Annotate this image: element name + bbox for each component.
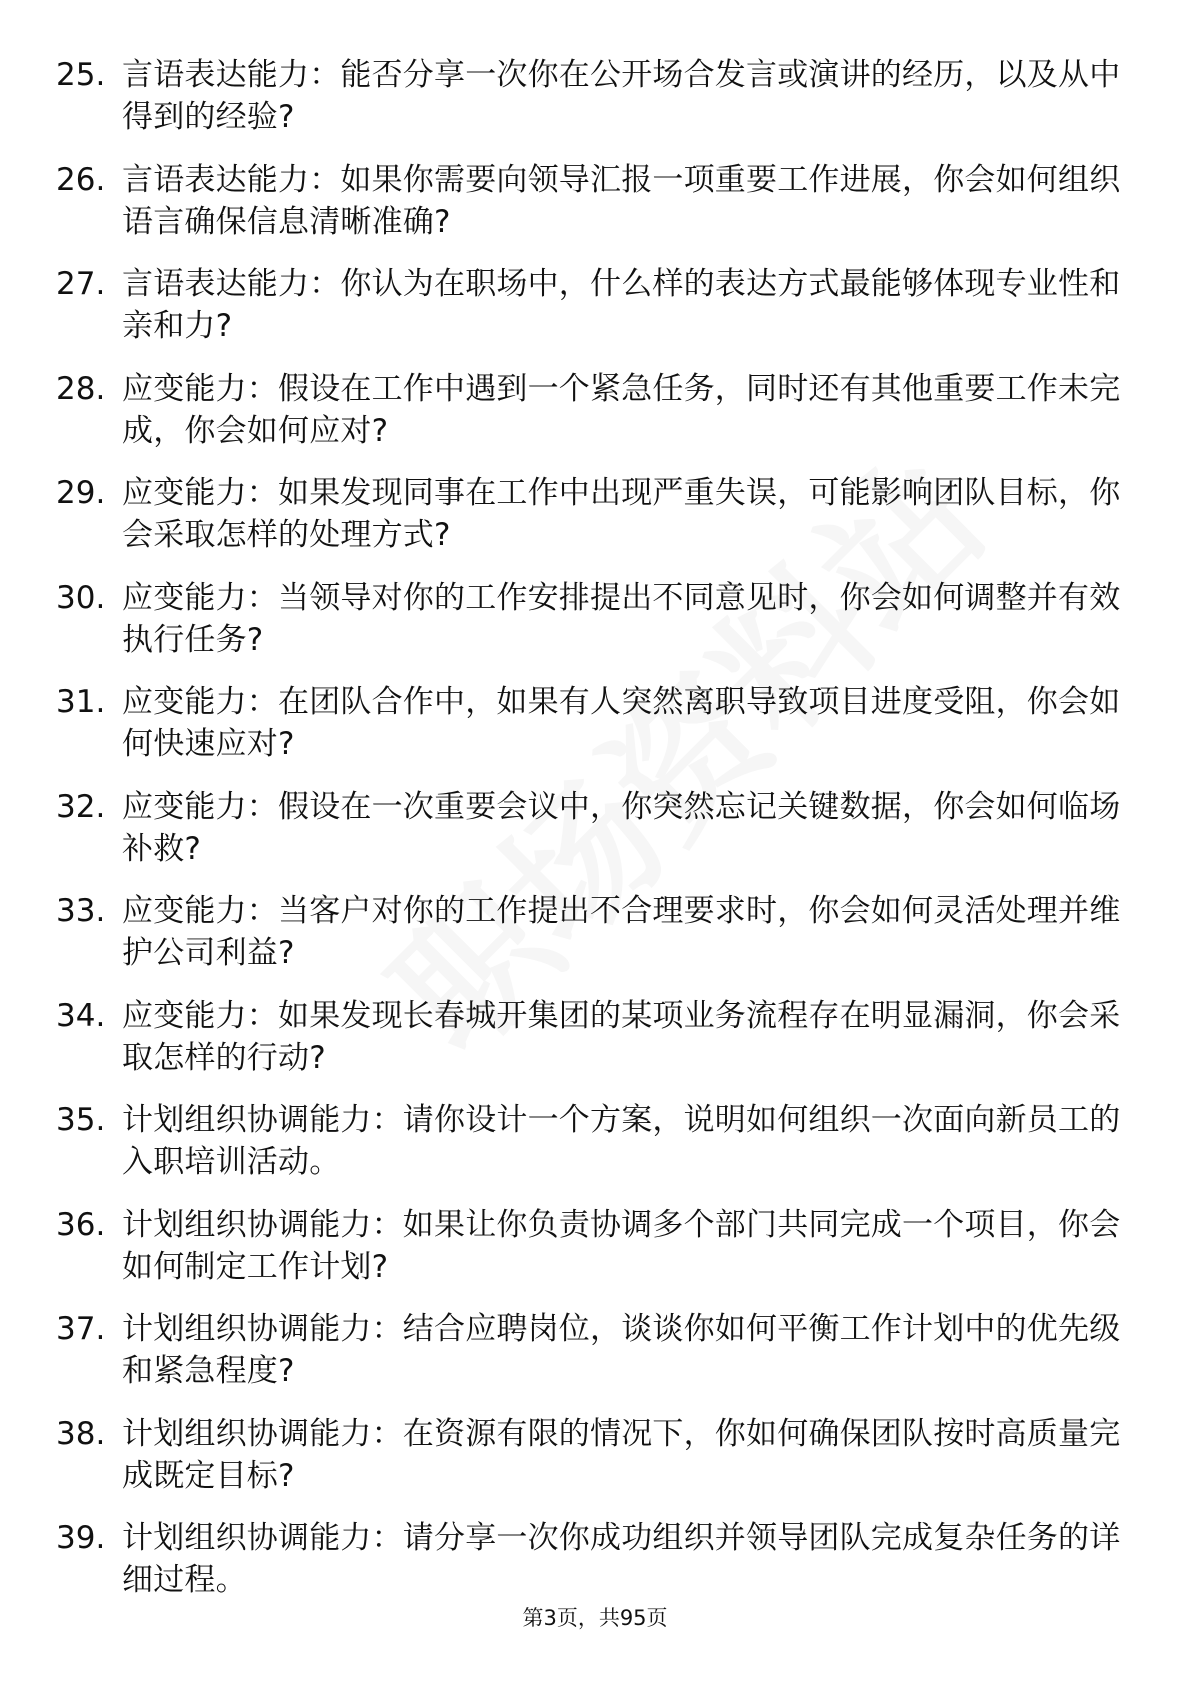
- question-text: 计划组织协调能力：请你设计一个方案，说明如何组织一次面向新员工的入职培训活动。: [122, 1102, 1121, 1180]
- question-text: 应变能力：当领导对你的工作安排提出不同意见时，你会如何调整并有效执行任务?: [122, 579, 1121, 658]
- question-number: 37.: [56, 1311, 106, 1347]
- question-number: 35.: [56, 1102, 106, 1138]
- question-number: 30.: [56, 579, 106, 616]
- question-text: 应变能力：在团队合作中，如果有人突然离职导致项目进度受阻，你会如何快速应对?: [122, 684, 1121, 762]
- question-item-30: [56, 577, 1136, 661]
- question-text: 计划组织协调能力：如果让你负责协调多个部门共同完成一个项目，你会如何制定工作计划?: [122, 1206, 1121, 1285]
- question-number: 28.: [56, 370, 106, 407]
- question-item-36: [56, 1204, 1136, 1288]
- question-text: 计划组织协调能力：请分享一次你成功组织并领导团队完成复杂任务的详细过程。: [122, 1520, 1121, 1598]
- question-text: 应变能力：假设在一次重要会议中，你突然忘记关键数据，你会如何临场补救?: [122, 788, 1121, 867]
- page-footer: [0, 1604, 1190, 1632]
- question-item-26: [56, 159, 1136, 243]
- question-number: 39.: [56, 1520, 106, 1556]
- question-item-32: [56, 786, 1136, 870]
- question-item-29: [56, 472, 1136, 556]
- question-number: 25.: [56, 57, 106, 93]
- question-number: 27.: [56, 266, 106, 302]
- question-number: 33.: [56, 893, 106, 929]
- question-number: 31.: [56, 684, 106, 720]
- question-item-38: [56, 1413, 1136, 1497]
- question-text: 应变能力：当客户对你的工作提出不合理要求时，你会如何灵活处理并维护公司利益?: [122, 893, 1121, 971]
- question-number: 29.: [56, 475, 106, 511]
- question-text: 言语表达能力：能否分享一次你在公开场合发言或演讲的经历，以及从中得到的经验?: [122, 57, 1121, 135]
- question-text: 应变能力：如果发现同事在工作中出现严重失误，可能影响团队目标，你会采取怎样的处理方式?: [122, 475, 1121, 553]
- question-item-39: [56, 1517, 1136, 1601]
- question-item-25: [56, 54, 1136, 138]
- question-item-28: [56, 368, 1136, 452]
- question-text: 计划组织协调能力：在资源有限的情况下，你如何确保团队按时高质量完成既定目标?: [122, 1415, 1121, 1494]
- question-item-33: [56, 890, 1136, 974]
- question-item-37: [56, 1308, 1136, 1392]
- question-text: 计划组织协调能力：结合应聘岗位，谈谈你如何平衡工作计划中的优先级和紧急程度?: [122, 1311, 1121, 1389]
- question-text: 应变能力：如果发现长春城开集团的某项业务流程存在明显漏洞，你会采取怎样的行动?: [122, 997, 1121, 1076]
- page-number-label: 第3页，共95页: [522, 1606, 668, 1630]
- question-item-35: [56, 1099, 1136, 1183]
- question-number: 34.: [56, 997, 106, 1034]
- question-list: [56, 54, 1136, 1622]
- question-number: 32.: [56, 788, 106, 825]
- question-item-27: [56, 263, 1136, 347]
- question-number: 36.: [56, 1206, 106, 1243]
- question-item-34: [56, 995, 1136, 1079]
- question-number: 26.: [56, 161, 106, 198]
- question-item-31: [56, 681, 1136, 765]
- question-text: 言语表达能力：你认为在职场中，什么样的表达方式最能够体现专业性和亲和力?: [122, 266, 1121, 344]
- question-text: 应变能力：假设在工作中遇到一个紧急任务，同时还有其他重要工作未完成，你会如何应对?: [122, 370, 1121, 449]
- question-number: 38.: [56, 1415, 106, 1452]
- question-text: 言语表达能力：如果你需要向领导汇报一项重要工作进展，你会如何组织语言确保信息清晰准确?: [122, 161, 1121, 240]
